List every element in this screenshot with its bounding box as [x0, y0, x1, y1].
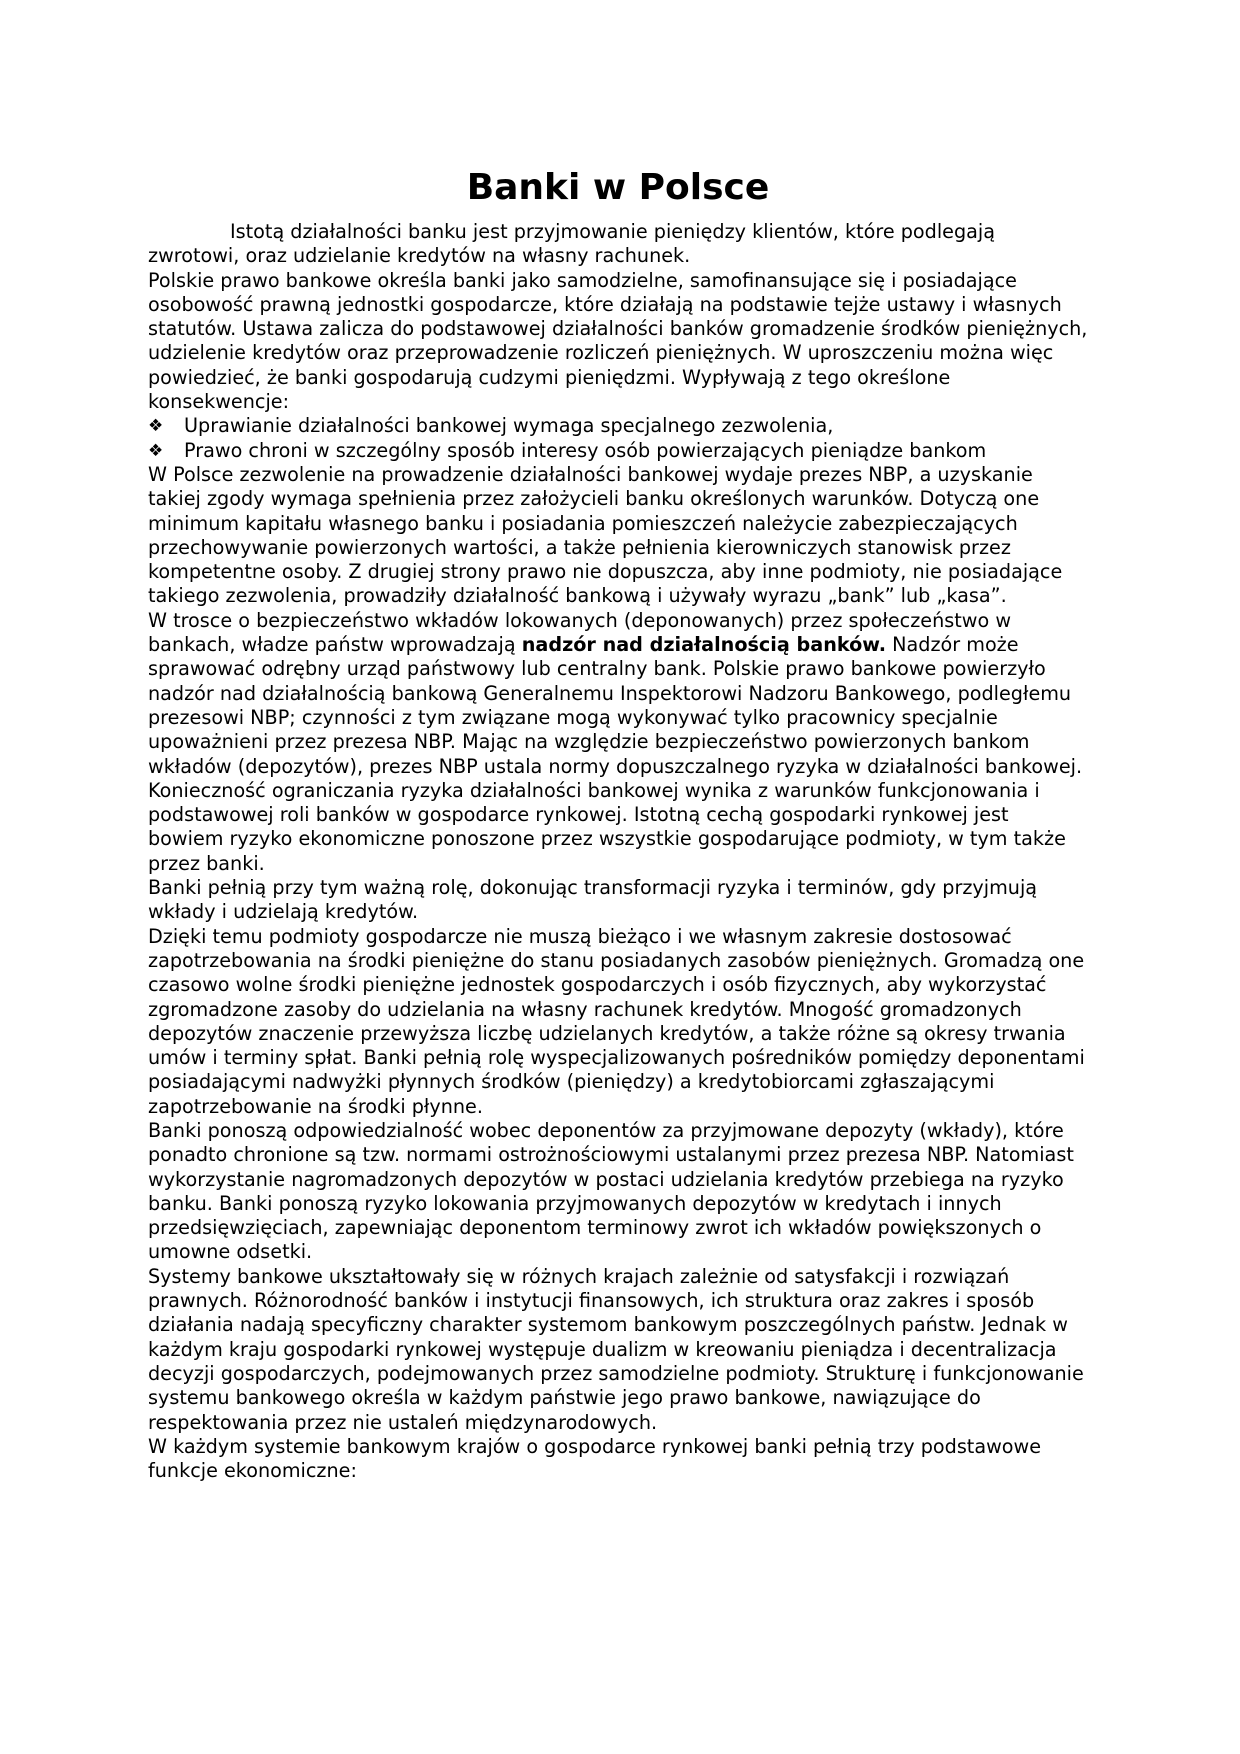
list-item	[148, 439, 1088, 463]
list-item	[148, 414, 1088, 438]
consequences-list	[148, 414, 1088, 463]
paragraph-supervision	[148, 609, 1088, 779]
intro-paragraph: Istotą działalności banku jest przyjmowanie pieniędzy klientów, które podlegają zwrotowi, oraz udzielanie kredytów na własny rachunek.	[148, 220, 996, 268]
diamond-bullet-icon: ❖	[148, 440, 164, 461]
list-item-text: Prawo chroni w szczególny sposób interesy osób powierzających pieniądze bankom	[184, 438, 987, 462]
paragraph-intermediaries: Dzięki temu podmioty gospodarcze nie muszą bieżąco i we własnym zakresie dostosować zapotrzebowania na środki pieniężne do stanu posiadanych zasobów pieniężnych. Gromadzą one czasowo wolne środki pieniężne jednostek gospodarczych i osób fizycznych, aby wykorzystać zgromadzone zasoby do udzielania na własny rachunek kredytów. Mnogość gromadzonych depozytów znaczenie przewyższa liczbę udzielanych kredytów, a także różne są okresy trwania umów i terminy spłat. Banki pełnią rolę wyspecjalizowanych pośredników pomiędzy deponentami posiadającymi nadwyżki płynnych środków (pieniędzy) a kredytobiorcami zgłaszającymi zapotrzebowanie na środki płynne.	[148, 924, 1085, 1118]
paragraph-functions: W każdym systemie bankowym krajów o gospodarce rynkowej banki pełnią trzy podstawowe funkcje ekonomiczne:	[148, 1434, 1042, 1483]
paragraph-transformation: Banki pełnią przy tym ważną rolę, dokonując transformacji ryzyka i terminów, gdy przyjmują wkłady i udzielają kredytów.	[148, 876, 1038, 924]
paragraph-bank-law: Polskie prawo bankowe określa banki jako samodzielne, samofinansujące się i posiadające osobowość prawną jednostki gospodarcze, które działają na podstawie tejże ustawy i własnych statutów. Ustawa zalicza do podstawowej działalności banków gromadzenie środków pieniężnych, udzielenie kredytów oraz przeprowadzenie rozliczeń pieniężnych. W uproszczeniu można więc powiedzieć, że banki gospodarują cudzymi pieniędzmi. Wypływają z tego określone konsekwencje:	[148, 268, 1088, 414]
paragraph-risk: Konieczność ograniczania ryzyka działalności bankowej wynika z warunków funkcjonowania i podstawowej roli banków w gospodarce rynkowej. Istotną cechą gospodarki rynkowej jest bowiem ryzyko ekonomiczne ponoszone przez wszystkie gospodarujące podmioty, w tym także przez banki.	[148, 778, 1066, 875]
supervision-text-start: W trosce o bezpieczeństwo wkładów lokowanych (deponowanych) przez społeczeństwo w bankach, władze państw wprowadzają	[148, 608, 1012, 657]
list-item-text: Uprawianie działalności bankowej wymaga specjalnego zezwolenia,	[184, 414, 834, 438]
paragraph-banking-systems: Systemy bankowe ukształtowały się w różnych krajach zależnie od satysfakcji i rozwiązań prawnych. Różnorodność banków i instytucji finansowych, ich struktura oraz zakres i sposób działania nadają specyficzny charakter systemom bankowym poszczególnych państw. Jednak w każdym kraju gospodarki rynkowej występuje dualizm w kreowaniu pieniądza i decentralizacja decyzji gospodarczych, podejmowanych przez samodzielne podmioty. Strukturę i funkcjonowanie systemu bankowego określa w każdym państwie jego prawo bankowe, nawiązujące do respektowania przez nie ustaleń międzynarodowych.	[148, 1264, 1084, 1434]
paragraph-responsibility: Banki ponoszą odpowiedzialność wobec deponentów za przyjmowane depozyty (wkłady), które ponadto chronione są tzw. normami ostrożnościowymi ustalanymi przez prezesa NBP. Natomiast wykorzystanie nagromadzonych depozytów w postaci udzielania kredytów przebiega na ryzyko banku. Banki ponoszą ryzyko lokowania przyjmowanych depozytów w kredytach i innych przedsięwzięciach, zapewniając deponentom terminowy zwrot ich wkładów powiększonych o umowne odsetki.	[148, 1118, 1074, 1264]
supervision-bold-phrase: nadzór nad działalnością banków.	[521, 633, 887, 657]
diamond-bullet-icon: ❖	[148, 416, 164, 437]
page-title: Banki w Polsce	[466, 167, 770, 208]
paragraph-permit: W Polsce zezwolenie na prowadzenie działalności bankowej wydaje prezes NBP, a uzyskanie takiej zgody wymaga spełnienia przez założycieli banku określonych warunków. Dotyczą one minimum kapitału własnego banku i posiadania pomieszczeń należycie zabezpieczających przechowywanie powierzonych wartości, a także pełnienia kierowniczych stanowisk przez kompetentne osoby. Z drugiej strony prawo nie dopuszcza, aby inne podmioty, nie posiadające takiego zezwolenia, prowadziły działalność bankową i używały wyrazu „bank” lub „kasa”.	[148, 462, 1063, 608]
document-page	[148, 166, 1088, 1483]
supervision-text-end: Nadzór może sprawować odrębny urząd państwowy lub centralny bank. Polskie prawo bankowe powierzyło nadzór nad działalnością bankową Generalnemu Inspektorowi Nadzoru Bankowego, podległemu prezesowi NBP; czynności z tym związane mogą wykonywać tylko pracownicy specjalnie upoważnieni przez prezesa NBP. Mając na względzie bezpieczeństwo powierzonych bankom wkładów (depozytów), prezes NBP ustala normy dopuszczalnego ryzyka w działalności bankowej.	[148, 633, 1083, 778]
